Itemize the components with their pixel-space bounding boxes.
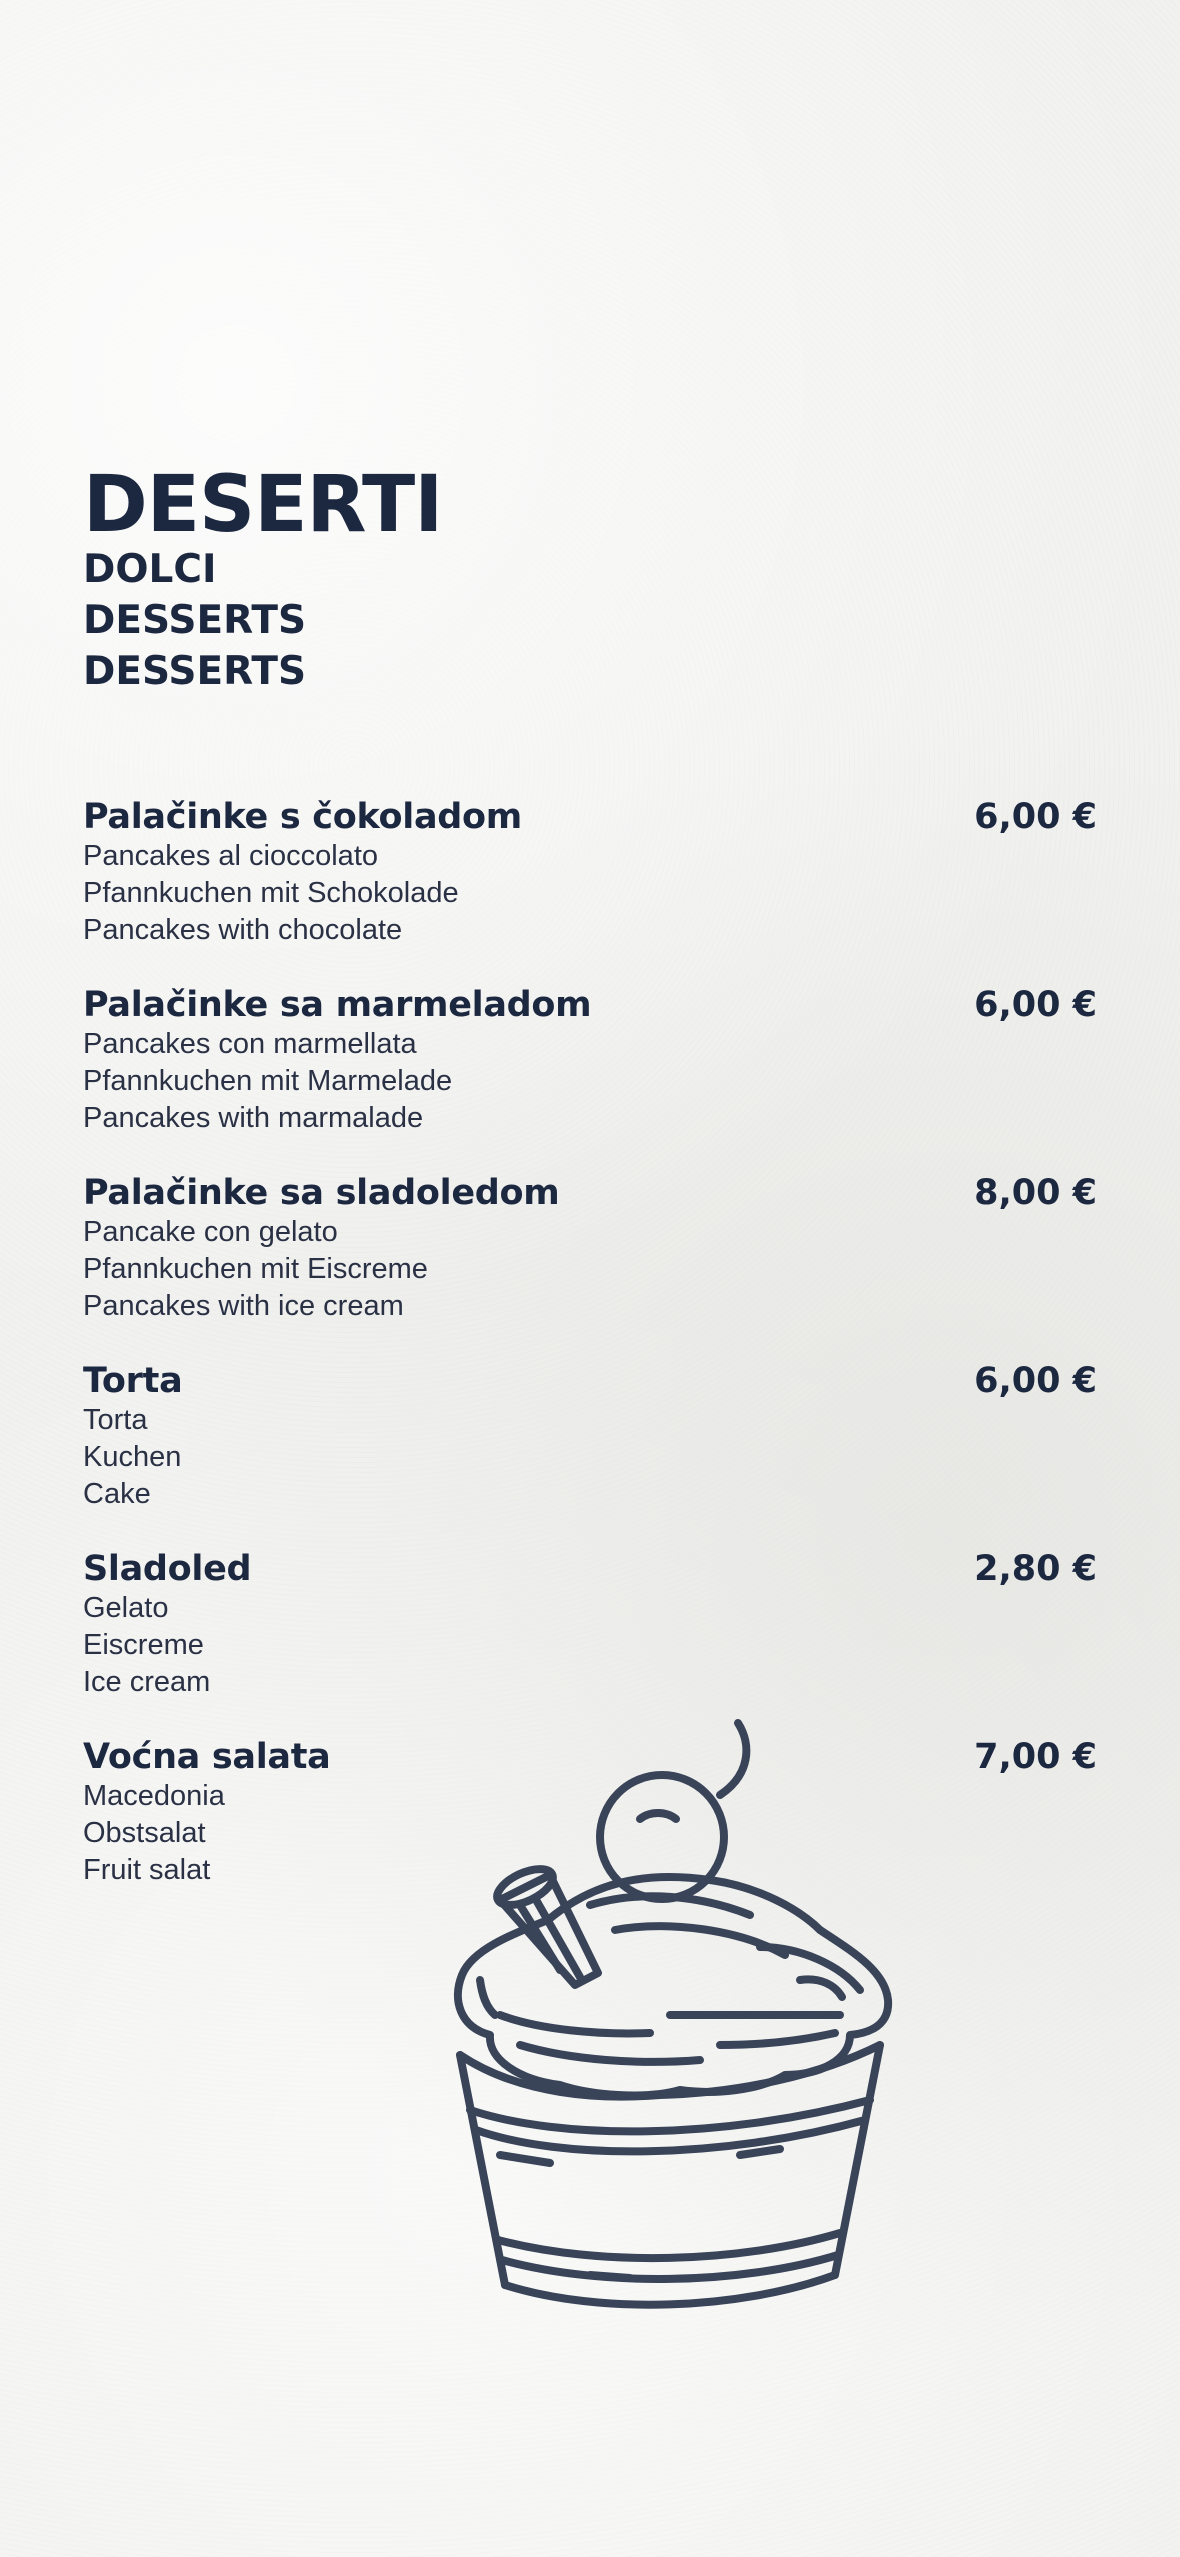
menu-item-translation-german: Pfannkuchen mit Marmelade	[83, 1065, 453, 1097]
menu-item-translation-italian: Pancake con gelato	[83, 1216, 338, 1248]
menu-title: DESERTI	[83, 460, 443, 550]
menu-item	[83, 1360, 1097, 1548]
menu-item-translation-german: Obstsalat	[83, 1817, 206, 1849]
menu-item-price: 6,00 €	[974, 985, 1097, 1025]
menu-item-price: 2,80 €	[974, 1549, 1097, 1589]
menu-subtitle-english: DESSERTS	[83, 649, 307, 694]
menu-item-name: Palačinke sa marmeladom	[83, 985, 592, 1025]
menu-item-price: 6,00 €	[974, 1361, 1097, 1401]
menu-item	[83, 1172, 1097, 1360]
menu-item-translation-english: Pancakes with marmalade	[83, 1102, 424, 1134]
menu-item-translation-english: Pancakes with ice cream	[83, 1290, 404, 1322]
menu-item-price: 7,00 €	[974, 1737, 1097, 1777]
menu-item	[83, 1548, 1097, 1736]
menu-item-name: Torta	[83, 1361, 183, 1401]
menu-heading	[83, 460, 443, 703]
menu-item-translation-english: Pancakes with chocolate	[83, 914, 403, 946]
menu-item-price: 8,00 €	[974, 1173, 1097, 1213]
menu-item-translation-german: Kuchen	[83, 1441, 182, 1473]
menu-item-price: 6,00 €	[974, 797, 1097, 837]
menu-item-translation-italian: Pancakes con marmellata	[83, 1028, 417, 1060]
menu-item	[83, 796, 1097, 984]
menu-item-translation-italian: Pancakes al cioccolato	[83, 840, 378, 872]
menu-item-translation-german: Pfannkuchen mit Schokolade	[83, 877, 459, 909]
menu-subtitle-italian: DOLCI	[83, 547, 217, 592]
menu-item-translation-english: Cake	[83, 1478, 151, 1510]
menu-item-name: Palačinke sa sladoledom	[83, 1173, 560, 1213]
menu-item-name: Palačinke s čokoladom	[83, 797, 522, 837]
menu-item-name: Voćna salata	[83, 1737, 331, 1777]
menu-item-translation-english: Ice cream	[83, 1666, 211, 1698]
menu-item-translation-italian: Gelato	[83, 1592, 169, 1624]
menu-subtitle-german: DESSERTS	[83, 598, 307, 643]
menu-item-translation-german: Eiscreme	[83, 1629, 204, 1661]
menu-item	[83, 984, 1097, 1172]
menu-item-translation-italian: Torta	[83, 1404, 148, 1436]
menu-item-translation-english: Fruit salat	[83, 1854, 211, 1886]
ice-cream-cup-icon	[440, 1715, 900, 2315]
menu-item-translation-italian: Macedonia	[83, 1780, 225, 1812]
menu-item-translation-german: Pfannkuchen mit Eiscreme	[83, 1253, 428, 1285]
menu-item-name: Sladoled	[83, 1549, 252, 1589]
